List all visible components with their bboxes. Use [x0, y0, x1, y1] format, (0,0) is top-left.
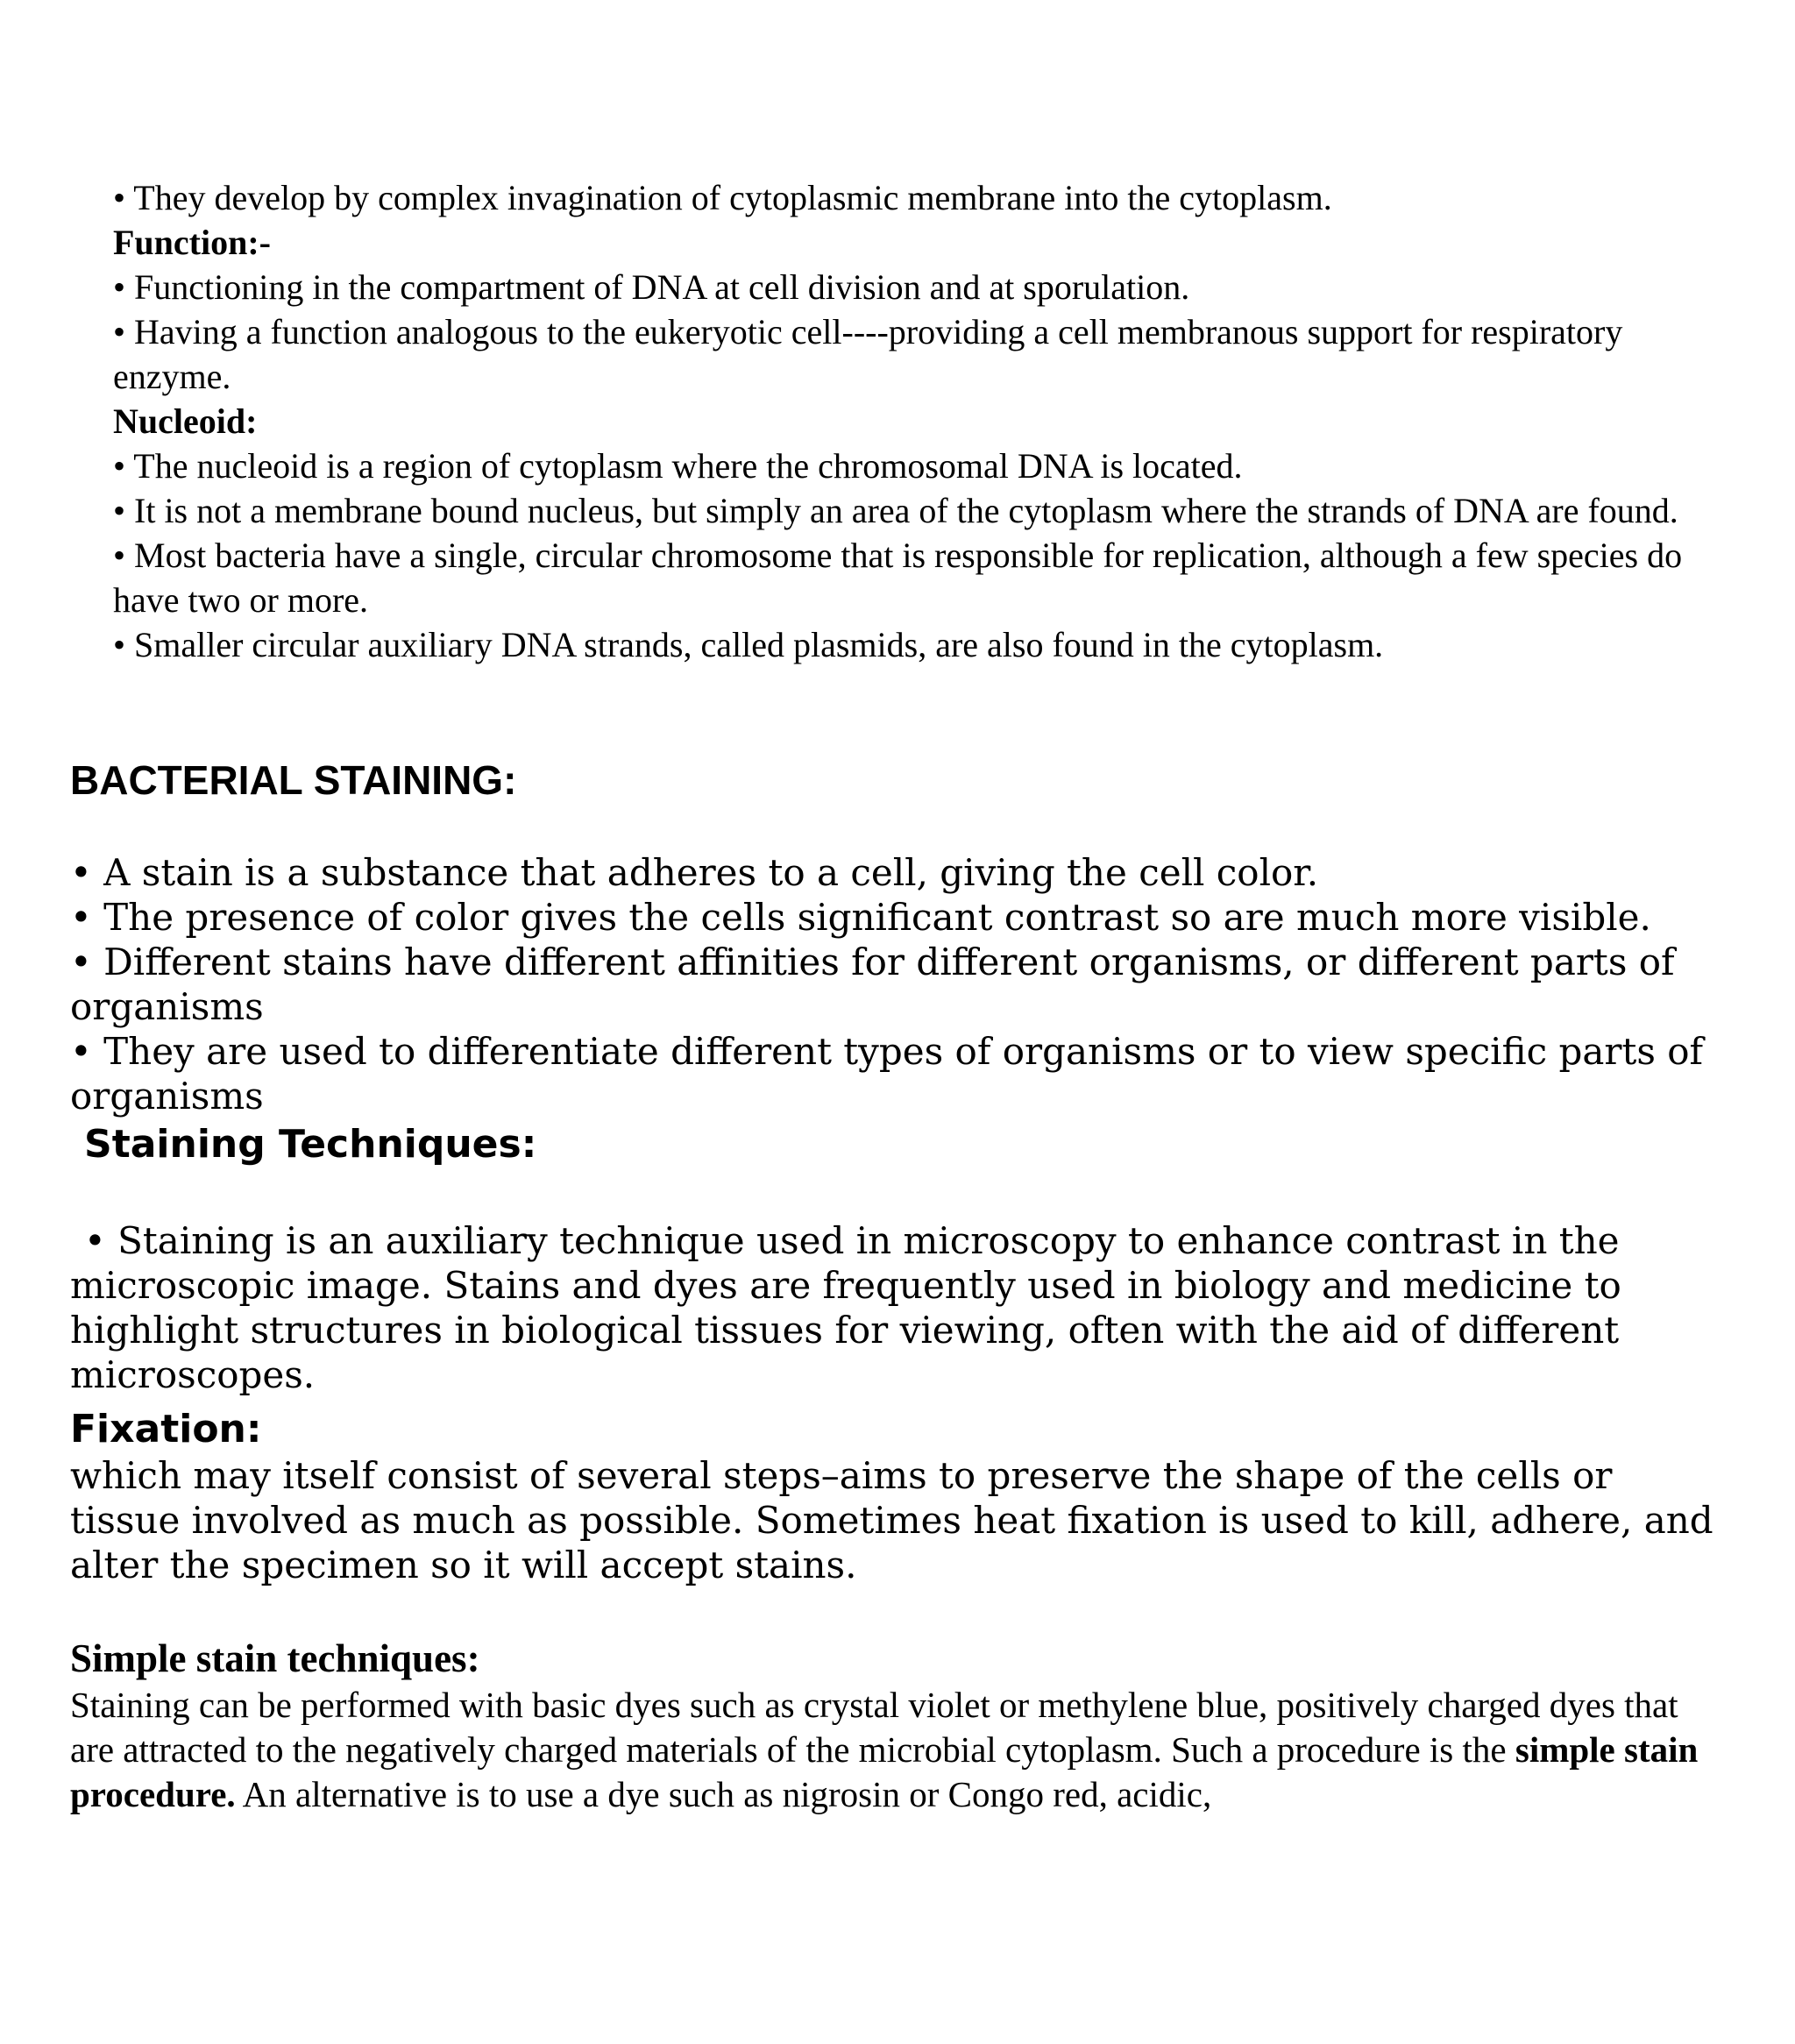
simple-stain-heading: Simple stain techniques:	[70, 1636, 480, 1680]
nucleoid-item: • Smaller circular auxiliary DNA strands, called plasmids, are also found in the cytoplasm.	[113, 625, 1384, 664]
fixation-paragraph: which may itself consist of several steps–aims to preserve the shape of the cells or tissue involved as much as possible. Sometimes heat fixation is used to kill, adhere, and alter the specimen so it will accept stains.	[70, 1454, 1713, 1586]
mesosome-nucleoid-section	[113, 175, 1717, 667]
staining-techniques-paragraph: • Staining is an auxiliary technique used in microscopy to enhance contrast in the microscopic image. Stains and dyes are frequently used in biology and medicine to highlight structures in biological tissues for viewing, often with the aid of different microscopes.	[70, 1219, 1621, 1396]
mesosome-development-line: • They develop by complex invagination of cytoplasmic membrane into the cytoplasm.	[113, 178, 1332, 217]
function-item: • Having a function analogous to the eukeryotic cell----providing a cell membranous support for respiratory enzyme.	[113, 312, 1623, 396]
simple-stain-paragraph	[70, 1683, 1718, 1817]
nucleoid-label: Nucleoid:	[113, 401, 258, 441]
function-item: • Functioning in the compartment of DNA at cell division and at sporulation.	[113, 267, 1190, 307]
nucleoid-item: • The nucleoid is a region of cytoplasm where the chromosomal DNA is located.	[113, 446, 1243, 486]
staining-item: • A stain is a substance that adheres to a cell, giving the cell color.	[70, 851, 1319, 894]
simple-stain-text-before: Staining can be performed with basic dyes such as crystal violet or methylene blue, positively charged dyes that are attracted to the negatively charged materials of the microbial cytoplasm. Such a procedure is the	[70, 1685, 1678, 1770]
simple-stain-text-after: An alternative is to use a dye such as nigrosin or Congo red, acidic,	[235, 1774, 1212, 1814]
bacterial-staining-heading: BACTERIAL STAINING:	[70, 757, 517, 803]
staining-item: • Different stains have different affinities for different organisms, or different parts of organisms	[70, 940, 1675, 1028]
fixation-heading: Fixation:	[70, 1407, 262, 1451]
nucleoid-item: • Most bacteria have a single, circular chromosome that is responsible for replication, although a few species do have two or more.	[113, 536, 1683, 620]
staining-item: • They are used to differentiate different types of organisms or to view specific parts of organisms	[70, 1030, 1704, 1118]
function-label: Function:-	[113, 223, 271, 262]
simple-stain-procedure-term: simple stain procedure.	[70, 1729, 1699, 1814]
staining-techniques-heading: Staining Techniques:	[84, 1122, 537, 1167]
staining-item: • The presence of color gives the cells significant contrast so are much more visible.	[70, 896, 1651, 939]
nucleoid-item: • It is not a membrane bound nucleus, but simply an area of the cytoplasm where the strands of DNA are found.	[113, 491, 1678, 530]
bacterial-staining-list	[70, 850, 1718, 1118]
